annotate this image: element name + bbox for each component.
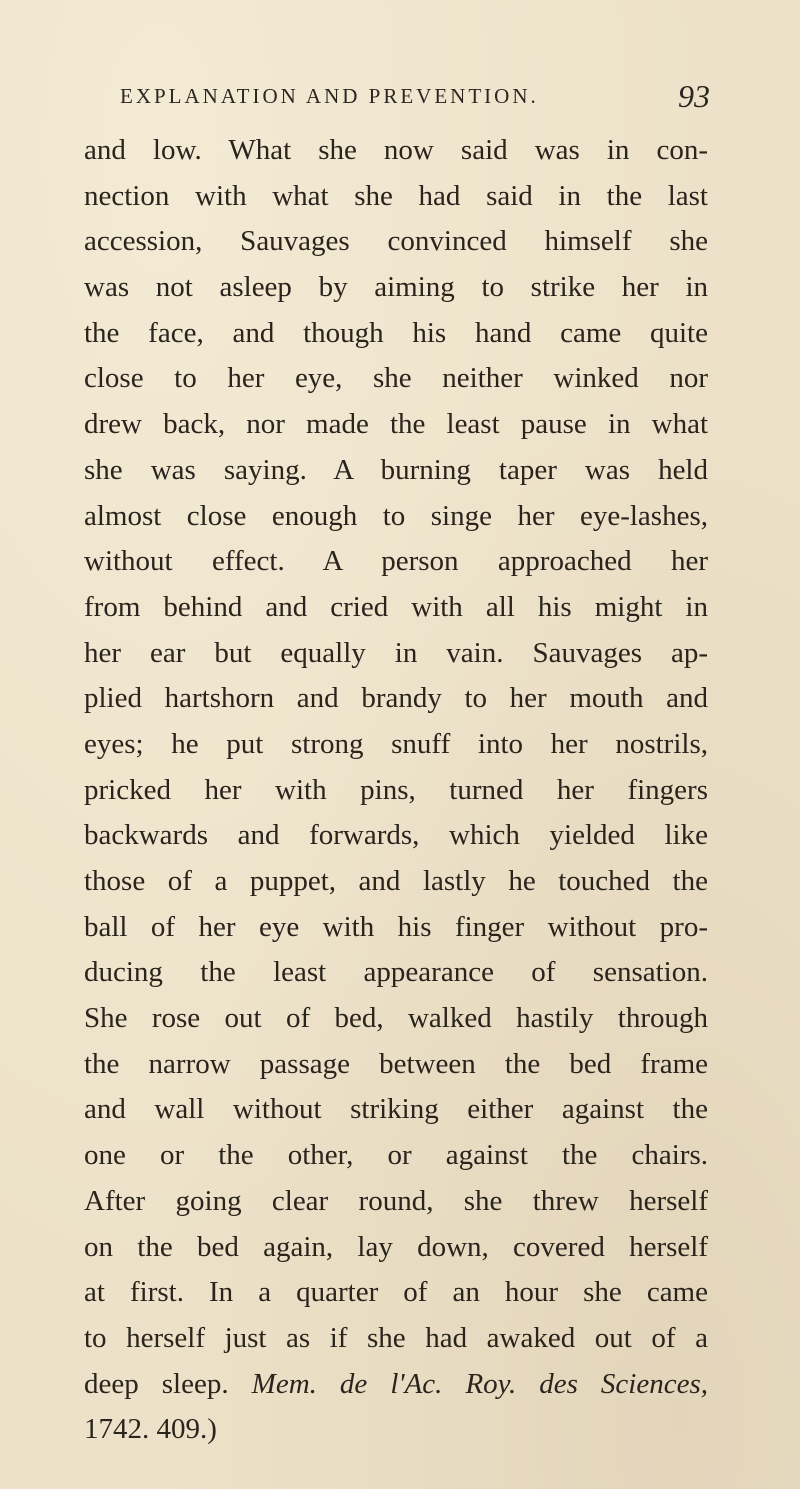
text-line: nection with what she had said in the last xyxy=(84,179,708,212)
text-line: drew back, nor made the least pause in what xyxy=(84,408,708,441)
text-line: the narrow passage between the bed frame xyxy=(84,1047,708,1080)
text-line: close to her eye, she neither winked nor xyxy=(84,362,708,395)
text-line: one or the other, or against the chairs. xyxy=(84,1139,708,1172)
text-line: plied hartshorn and brandy to her mouth and xyxy=(84,682,708,715)
citation-line xyxy=(84,1362,708,1408)
body-text xyxy=(84,128,708,1453)
text-line: She rose out of bed, walked hastily through xyxy=(84,1002,708,1035)
text-line: eyes; he put strong snuff into her nostrils, xyxy=(84,727,708,760)
running-head xyxy=(120,78,710,118)
citation-lead: deep sleep. xyxy=(84,1367,229,1400)
citation-year-line: 1742. 409.) xyxy=(84,1413,217,1446)
text-line: accession, Sauvages convinced himself she xyxy=(84,225,708,258)
text-line: was not asleep by aiming to strike her in xyxy=(84,271,708,304)
text-line: ducing the least appearance of sensation. xyxy=(84,956,708,989)
text-line: her ear but equally in vain. Sauvages ap- xyxy=(84,636,708,669)
text-line: without effect. A person approached her xyxy=(84,545,708,578)
text-line: the face, and though his hand came quite xyxy=(84,316,708,349)
citation-source: Mem. de l'Ac. Roy. des Sciences, xyxy=(251,1367,708,1400)
text-line: those of a puppet, and lastly he touched the xyxy=(84,865,708,897)
text-line: at first. In a quarter of an hour she came xyxy=(84,1276,708,1309)
text-line: and low. What she now said was in con- xyxy=(84,134,708,166)
text-line: backwards and forwards, which yielded like xyxy=(84,819,708,852)
text-line: she was saying. A burning taper was held xyxy=(84,453,708,486)
text-line: on the bed again, lay down, covered herself xyxy=(84,1230,708,1263)
text-line: ball of her eye with his finger without pro- xyxy=(84,910,708,943)
page-number: 93 xyxy=(678,78,710,114)
running-title: EXPLANATION AND PREVENTION. xyxy=(120,84,539,108)
text-line: and wall without striking either against the xyxy=(84,1093,708,1126)
text-line: from behind and cried with all his might in xyxy=(84,590,708,623)
text-line: to herself just as if she had awaked out of a xyxy=(84,1321,708,1354)
text-line: pricked her with pins, turned her fingers xyxy=(84,773,708,806)
text-line: After going clear round, she threw herself xyxy=(84,1184,708,1217)
text-line: almost close enough to singe her eye-lashes, xyxy=(84,499,708,532)
